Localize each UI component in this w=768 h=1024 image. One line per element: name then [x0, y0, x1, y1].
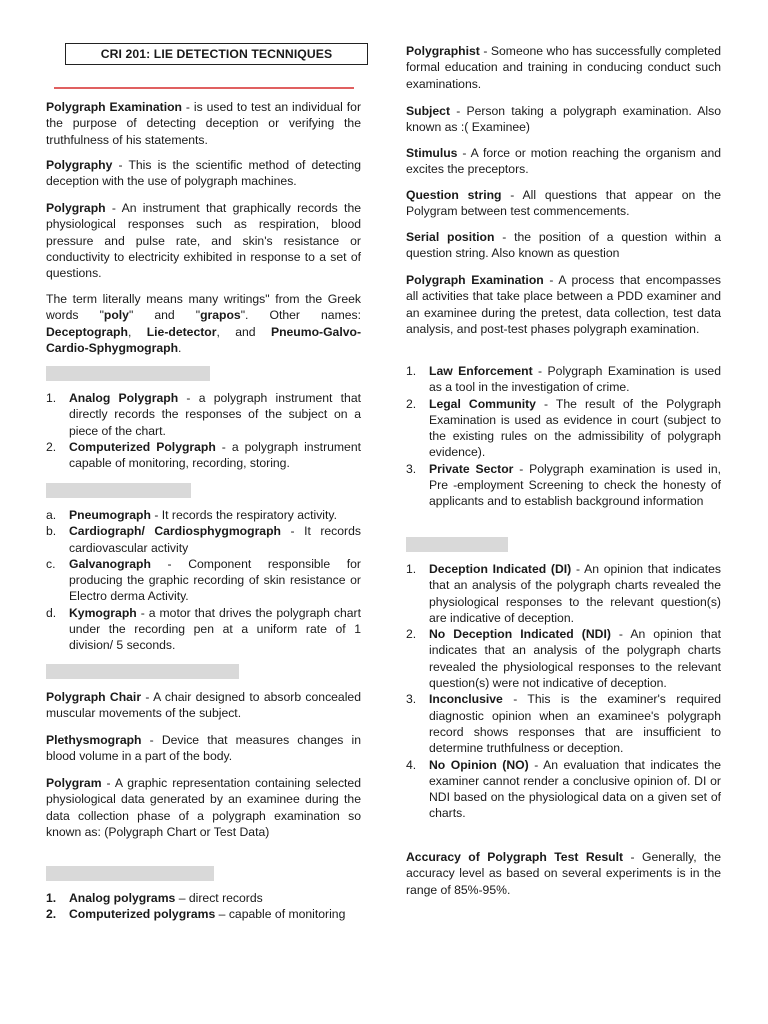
section-heading-placeholder [406, 537, 508, 552]
definition-polygraph: Polygraph - An instrument that graphically records the physiological responses such as respiration, blood pressure and pulse rate, and skin's resistance or conductivity to electricity exhibited in response to a set of questions. [46, 201, 361, 281]
definition-subject: Subject - Person taking a polygraph examination. Also known as :( Examinee) [406, 104, 721, 135]
section-heading-placeholder [46, 366, 210, 381]
list-item: d. Kymograph - a motor that drives the polygraph chart under the recording pen at a uniform rate of 1 division/ 5 seconds. [46, 605, 361, 653]
title-underline [54, 87, 354, 89]
list-item: 2. Legal Community - The result of the Polygraph Examination is used as evidence in court (subject to the existing rules on the admissibility of polygraph evidence). [406, 396, 721, 460]
list-item: 1. Deception Indicated (DI) - An opinion that indicates that an analysis of the polygraph charts revealed the physiological responses to the relevant question(s) are indicative of deception. [406, 562, 721, 625]
definition-question-string: Question string - All questions that appear on the Polygram between test commencements. [406, 188, 721, 219]
document-title: CRI 201: LIE DETECTION TECNNIQUES [65, 43, 368, 65]
list-item: 2. Computerized polygrams – capable of monitoring [46, 907, 346, 922]
examiner-opinions-list [406, 561, 721, 822]
polygraph-components-list [46, 507, 361, 654]
definition-polygraphy: Polygraphy - This is the scientific method of detecting deception with the use of polygraph machines. [46, 158, 361, 189]
definition-stimulus: Stimulus - A force or motion reaching the organism and excites the preceptors. [406, 146, 721, 177]
list-item: 2. No Deception Indicated (NDI) - An opinion that indicates that an analysis of the polygraph charts revealed the physiological responses to the relevant question(s) were not indicative of deception. [406, 627, 721, 691]
definition-polygraph-chair: Polygraph Chair - A chair designed to absorb concealed muscular movements of the subject. [46, 690, 361, 721]
list-item: c. Galvanograph - Component responsible for producing the graphic recording of skin resistance or Electro derma Activity. [46, 556, 361, 604]
definition-polygraphist: Polygraphist - Someone who has successfully completed formal education and training in conducing conduct such examinations. [406, 44, 721, 91]
list-item: 3. Private Sector - Polygraph examination is used in, Pre -employment Screening to check the honesty of applicants and to establish background information [406, 461, 721, 509]
polygram-types-list [46, 890, 361, 923]
list-item: b. Cardiograph/ Cardiosphygmograph - It records cardiovascular activity [46, 524, 361, 555]
list-item: 2. Computerized Polygraph - a polygraph instrument capable of monitoring, recording, storing. [46, 439, 361, 471]
definition-polygram: Polygram - A graphic representation containing selected physiological data generated by an examinee during the data collection phase of a polygraph examination so known as: (Polygraph Chart or Test Data) [46, 776, 361, 839]
list-item: 1. Analog Polygraph - a polygraph instrument that directly records the responses of the subject on a piece of the chart. [46, 391, 361, 438]
definition-plethysmograph: Plethysmograph - Device that measures changes in blood volume in a part of the body. [46, 733, 361, 764]
list-item: 1. Law Enforcement - Polygraph Examination is used as a tool in the investigation of crime. [406, 364, 721, 395]
definition-serial-position: Serial position - the position of a question within a question string. Also known as question [406, 230, 721, 261]
list-item: a. Pneumograph - It records the respiratory activity. [46, 508, 337, 522]
definition-accuracy: Accuracy of Polygraph Test Result - Generally, the accuracy level as based on several experiments is in the range of 85%-95%. [406, 850, 721, 897]
list-item: 3. Inconclusive - This is the examiner's required diagnostic opinion when an examinee's polygraph record shows responses that are insufficient to determine truthfulness or deception. [406, 692, 721, 756]
definition-polygraph-examination-process: Polygraph Examination - A process that encompasses all activities that take place between a PDD examiner and an examinee during the pretest, data collection, test data analysis, and post-test phases polygraph examination. [406, 273, 721, 336]
polygraph-uses-list [406, 363, 721, 510]
list-item: 4. No Opinion (NO) - An evaluation that indicates the examiner cannot render a conclusive opinion of. DI or NDI based on the physiological data on a given set of charts. [406, 757, 721, 821]
section-heading-placeholder [46, 483, 191, 498]
polygraph-types-list [46, 390, 361, 471]
list-item: 1. Analog polygrams – direct records [46, 891, 263, 905]
definition-polygraph-examination: Polygraph Examination - is used to test an individual for the purpose of detecting deception or verifying the truthfulness of his statements. [46, 100, 361, 147]
section-heading-placeholder [46, 866, 214, 881]
term-origin-paragraph: The term literally means many writings" from the Greek words "poly" and "grapos". Other names: Deceptograph, Lie-detector, and Pneumo-Galvo-Cardio-Sphygmograph. [46, 292, 361, 355]
section-heading-placeholder [46, 664, 239, 679]
